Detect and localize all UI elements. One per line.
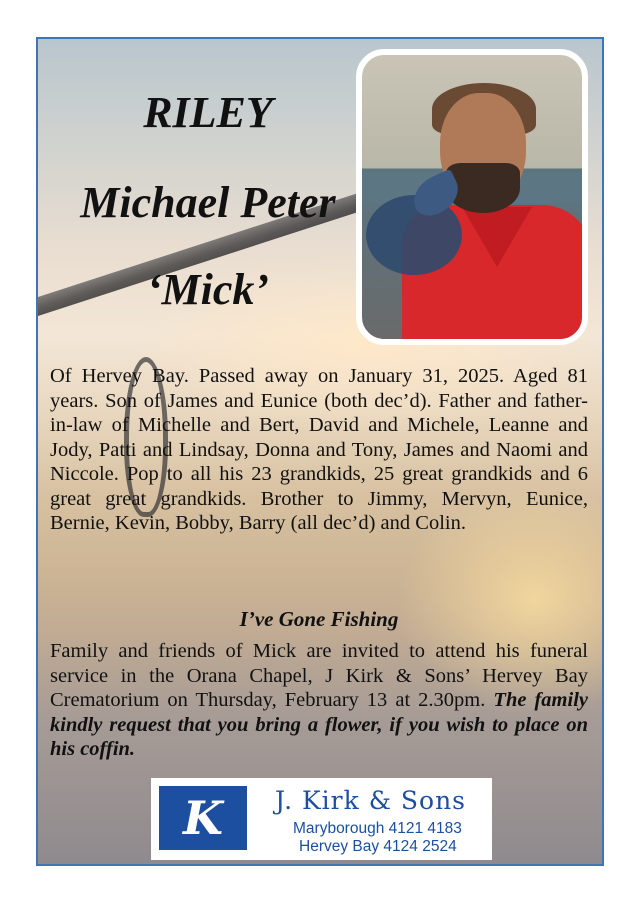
obituary-text: Of Hervey Bay. Passed away on January 31, 2025. Aged 81 years. Son of James and Eunice (both dec’d). Father and father-in-law of Michelle and Bert, David and Michele, Leanne and Jody, Patti and Lindsay, Donna and Tony, James and Naomi and Niccole. Pop to all his 23 grandkids, 25 great grandkids and 6 great great grandkids. Brother to Jimmy, Mervyn, Eunice, Bernie, Kevin, Bobby, Barry (all dec’d) and Colin.	[50, 365, 588, 534]
section-heading: I’ve Gone Fishing	[239, 607, 399, 631]
portrait-photo	[356, 49, 588, 345]
service-details: Family and friends of Mick are invited to attend his funeral service in the Orana Chapel, J Kirk & Sons’ Hervey Bay Crematorium on Thursday, February 13 at 2.30pm.	[50, 640, 588, 711]
k-monogram-icon: K	[159, 786, 247, 850]
nickname: ‘Mick’	[146, 265, 270, 314]
service-text	[50, 639, 588, 762]
notice-frame	[36, 37, 604, 866]
funeral-home-name: J. Kirk & Sons	[275, 786, 467, 815]
given-names: Michael Peter	[80, 178, 336, 227]
phone-maryborough: Maryborough 4121 4183	[293, 820, 462, 837]
phone-hervey-bay: Hervey Bay 4124 2524	[299, 838, 457, 855]
family-request: The family kindly request that you bring a flower, if you wish to place on his coffin.	[50, 689, 588, 760]
surname: RILEY	[143, 88, 273, 137]
funeral-home-logo	[151, 778, 492, 860]
